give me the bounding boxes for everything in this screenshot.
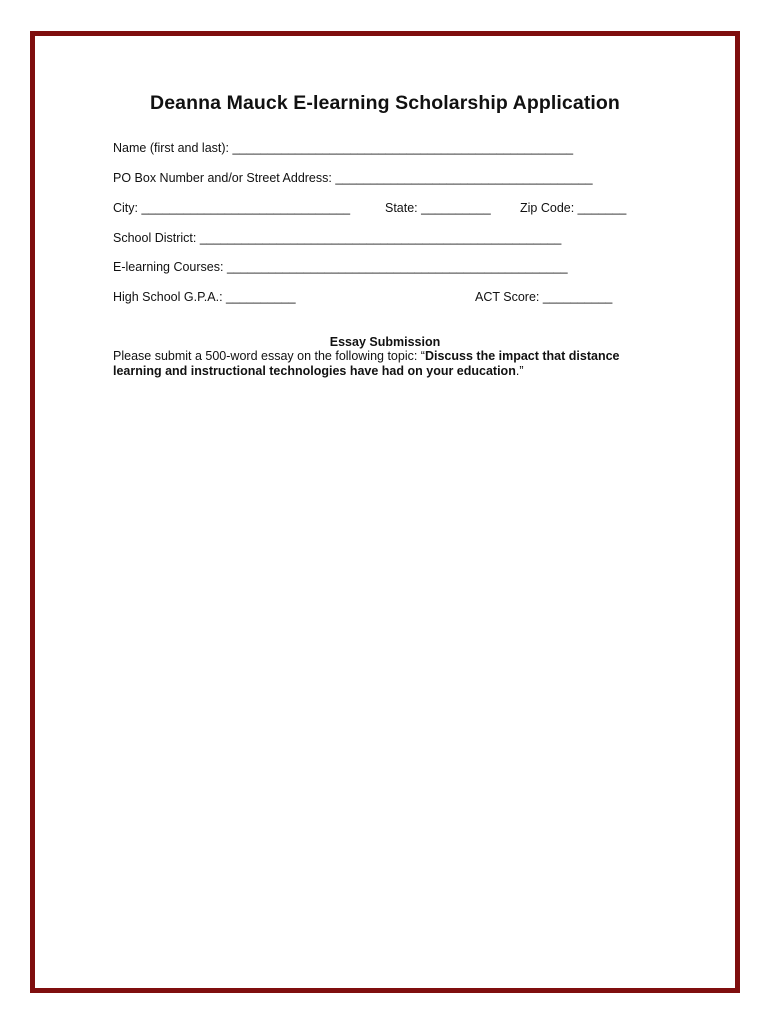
essay-instructions [113,349,643,379]
page-title: Deanna Mauck E-learning Scholarship Application [150,92,620,114]
name-field[interactable]: Name (first and last): _________________________________________________ [113,141,574,155]
essay-closing: .” [515,364,524,378]
essay-topic: Discuss the impact that distance learning and instructional technologies have had on your education [113,349,620,378]
zip-code-field[interactable]: Zip Code: _______ [520,201,627,215]
school-district-field[interactable]: School District: ____________________________________________________ [113,231,562,245]
act-score-field[interactable]: ACT Score: __________ [475,290,613,304]
essay-heading: Essay Submission [329,335,441,349]
gpa-field[interactable]: High School G.P.A.: __________ [113,290,296,304]
state-field[interactable]: State: __________ [385,201,491,215]
address-field[interactable]: PO Box Number and/or Street Address: _____________________________________ [113,171,593,185]
city-field[interactable]: City: ______________________________ [113,201,351,215]
essay-intro: Please submit a 500-word essay on the following topic: “ [113,349,425,363]
elearning-courses-field[interactable]: E-learning Courses: _________________________________________________ [113,260,568,274]
